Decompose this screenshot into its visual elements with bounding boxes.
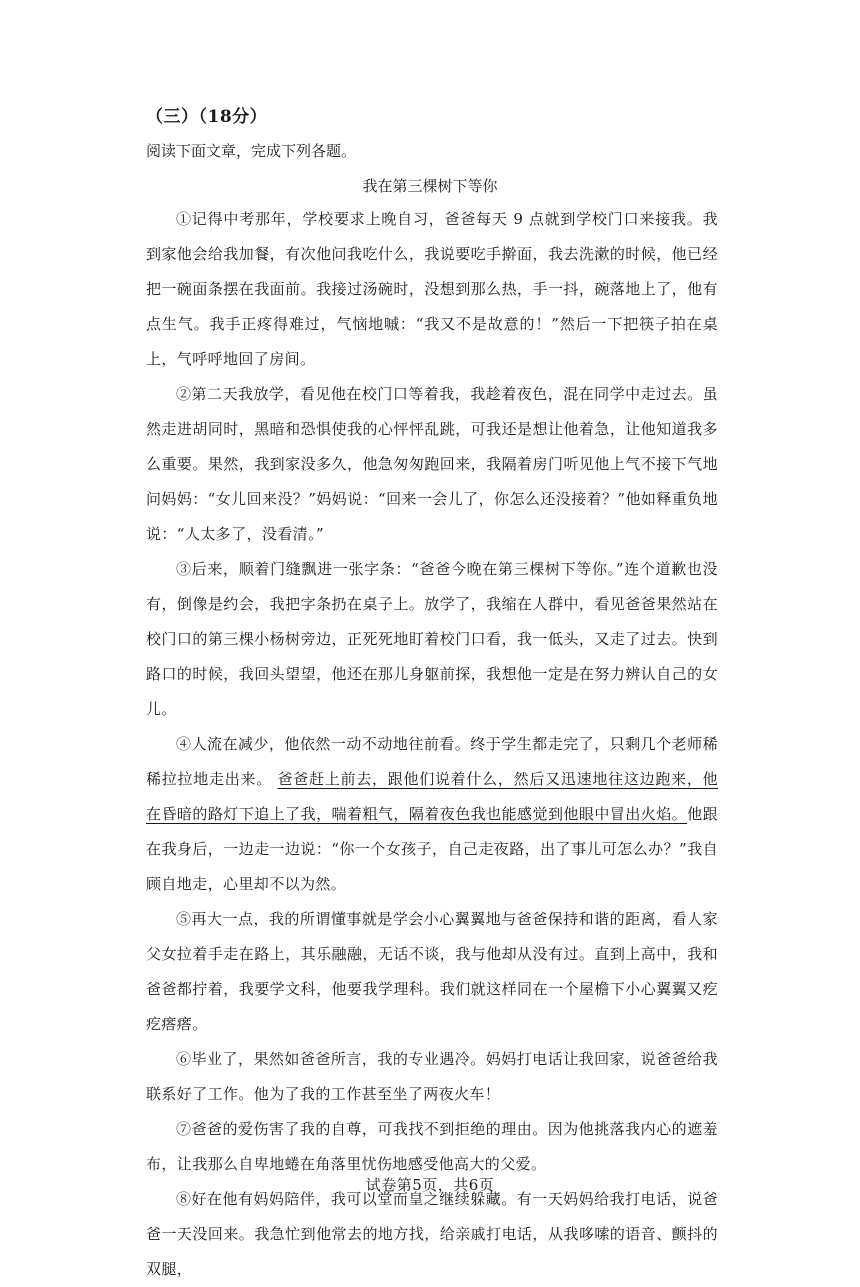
paragraph-2: ②第二天我放学，看见他在校门口等着我，我趁着夜色，混在同学中走过去。虽然走进胡同时，黑暗和恐惧使我的心怦怦乱跳，可我还是想让他着急，让他知道我多么重要。果然，我到家没多久，他急匆匆跑回来，我隔着房门听见他上气不接下气地问妈妈：“女儿回来没？”妈妈说：“回来一会儿了，你怎么还没接着？”他如释重负地说：“人太多了，没看清。” [146,385,718,543]
article-body [146,202,718,1287]
paragraph-3: ③后来，顺着门缝飘进一张字条：“爸爸今晚在第三棵树下等你。”连个道歉也没有，倒像是约会，我把字条扔在桌子上。放学了，我缩在人群中，看见爸爸果然站在校门口的第三棵小杨树旁边，正死死地盯着校门口看，我一低头，又走了过去。快到路口的时候，我回头望望，他还在那儿身躯前探，我想他一定是在努力辨认自己的女儿。 [146,560,718,718]
section-title: （三）（18分） [146,107,268,127]
reading-instruction: 阅读下面文章，完成下列各题。 [146,142,357,160]
paragraph-7: ⑦爸爸的爱伤害了我的自尊，可我找不到拒绝的理由。因为他挑落我内心的遮羞布，让我那么自卑地蜷在角落里忧伤地感受他高大的父爱。 [146,1120,718,1173]
paragraph-6: ⑥毕业了，果然如爸爸所言，我的专业遇冷。妈妈打电话让我回家，说爸爸给我联系好了工作。他为了我的工作甚至坐了两夜火车！ [146,1050,718,1103]
paragraph-1: ①记得中考那年，学校要求上晚自习，爸爸每天 9 点就到学校门口来接我。我到家他会给我加餐，有次他问我吃什么，我说要吃手擀面，我去洗漱的时候，他已经把一碗面条摆在我面前。我接过汤碗时，没想到那么热，手一抖，碗落地上了，他有点生气。我手正疼得难过，气恼地嘁：“我又不是故意的！”然后一下把筷子拍在桌上，气呼呼地回了房间。 [146,210,718,368]
paragraph-4 [146,727,718,902]
paragraph-4-rest: 他跟在我身后，一边走一边说：“你一个女孩子，自己走夜路，出了事儿可怎么办？”我自顾自地走，心里却不以为然。 [146,805,718,893]
paragraph-4-intro: ④人流在减少，他依然一动不动地往前看。终于学生都走完了，只剩几个老师稀稀拉拉地走出来。 [146,735,718,788]
paragraph-8: ⑧好在他有妈妈陪伴，我可以堂而皇之继续躲藏。有一天妈妈给我打电话，说爸爸一天没回来。我急忙到他常去的地方找，给亲戚打电话，从我哆嗦的语音、颤抖的双腿， [146,1190,718,1278]
article-title: 我在第三棵树下等你 [362,177,498,195]
paragraph-5: ⑤再大一点，我的所谓懂事就是学会小心翼翼地与爸爸保持和谐的距离，看人家父女拉着手走在路上，其乐融融，无话不谈，我与他却从没有过。直到上高中，我和爸爸都拧着，我要学文科，他要我学理科。我们就这样同在一个屋檐下小心翼翼又疙疙瘩瘩。 [146,910,718,1033]
page-number-footer: 试卷第5页，共6页 [365,1176,495,1194]
underlined-sentence: 爸爸赶上前去，跟他们说着什么，然后又迅速地往这边跑来，他在昏暗的路灯下追上了我，喘着粗气，隔着夜色我也能感觉到他眼中冒出火焰。 [146,770,719,823]
